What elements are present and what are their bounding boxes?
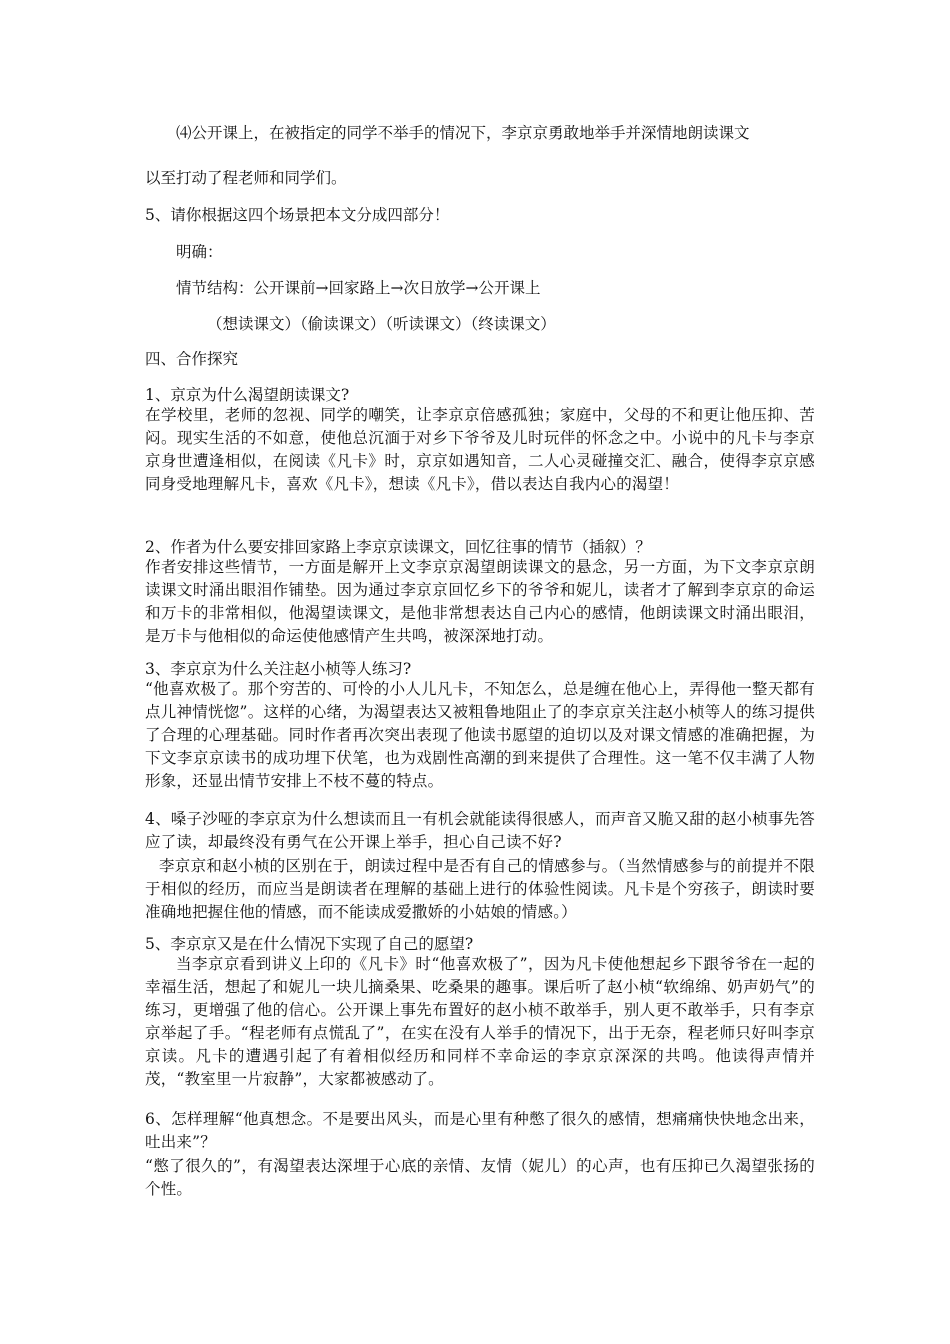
question-4: 4、嗓子沙哑的李京京为什么想读而且一有机会就能读得很感人，而声音又脆又甜的赵小桢事先答应了读，却最终没有勇气在公开课上举手，担心自己读不好? [145,810,815,851]
scene-4-text: ⑷公开课上，在被指定的同学不举手的情况下，李京京勇敢地举手并深情地朗读课文 [176,124,750,142]
answer-5: 当李京京看到讲义上印的《凡卡》时“他喜欢极了”，因为凡卡使他想起乡下跟爷爷在一起的幸福生活，想起了和妮儿一块儿摘桑果、吃桑果的趣事。课后听了赵小桢“软绵绵、奶声奶气”的练习，更增强了他的信心。公开课上事先布置好的赵小桢不敢举手，别人更不敢举手，只有李京京举起了手。“程老师有点慌乱了”，在实在没有人举手的情况下，出于无奈，程老师只好叫李京京读。凡卡的遭遇引起了有着相似经历和同样不幸命运的李京京深深的共鸣。他读得声情并茂，“教室里一片寂静”，大家都被感动了。 [145,955,815,1088]
answer-label: 明确： [176,243,223,261]
question-2: 2、作者为什么要安排回家路上李京京读课文，回忆往事的情节（插叙）？ [145,538,651,556]
scene-4-text-continued: 以至打动了程老师和同学们。 [145,169,347,187]
answer-2: 作者安排这些情节，一方面是解开上文李京京渴望朗读课文的悬念，另一方面，为下文李京京朗读课文时涌出眼泪作铺垫。因为通过李京京回忆乡下的爷爷和妮儿，读者才了解到李京京的命运和万卡的非常相似，他渴望读课文，是他非常想表达自己内心的感情，他朗读课文时涌出眼泪，是万卡与他相似的命运使他感情产生共鸣，被深深地打动。 [145,558,815,645]
question-5: 5、李京京又是在什么情况下实现了自己的愿望? [145,935,474,953]
question-5-heading: 5、请你根据这四个场景把本文分成四部分！ [145,206,450,224]
plot-structure: 情节结构：公开课前→回家路上→次日放学→公开课上 [176,279,541,297]
question-6: 6、怎样理解“他真想念。不是要出风头，而是心里有种憋了很久的感情，想痛痛快快地念出来，吐出来”？ [145,1110,815,1151]
answer-4: 李京京和赵小桢的区别在于，朗读过程中是否有自己的情感参与。（当然情感参与的前提并不限于相似的经历，而应当是朗读者在理解的基础上进行的体验性阅读。凡卡是个穷孩子，朗读时要准确地把握住他的情感，而不能读成爱撒娇的小姑娘的情感。） [145,857,815,921]
question-1: 1、京京为什么渴望朗读课文? [145,386,350,404]
section-heading: 四、合作探究 [145,350,239,368]
plot-structure-notes: （想读课文）（偷读课文）（听读课文）（终读课文） [207,315,556,333]
answer-6: “憋了很久的”，有渴望表达深埋于心底的亲情、友情（妮儿）的心声，也有压抑已久渴望张扬的个性。 [145,1157,815,1198]
answer-3: “他喜欢极了。那个穷苦的、可怜的小人儿凡卡，不知怎么，总是缠在他心上，弄得他一整天都有点儿神情恍惚”。这样的心绪，为渴望表达又被粗鲁地阻止了的李京京关注赵小桢等人的练习提供了合理的心理基础。同时作者再次突出表现了他读书愿望的迫切以及对课文情感的准确把握，为下文李京京读书的成功埋下伏笔，也为戏剧性高潮的到来提供了合理性。这一笔不仅丰满了人物形象，还显出情节安排上不枝不蔓的特点。 [145,680,815,790]
answer-1: 在学校里，老师的忽视、同学的嘲笑，让李京京倍感孤独；家庭中，父母的不和更让他压抑、苦闷。现实生活的不如意，使他总沉湎于对乡下爷爷及儿时玩伴的怀念之中。小说中的凡卡与李京京身世遭逢相似，在阅读《凡卡》时，京京如遇知音，二人心灵碰撞交汇、融合，使得李京京感同身受地理解凡卡，喜欢《凡卡》，想读《凡卡》，借以表达自我内心的渴望！ [145,406,815,493]
question-3: 3、李京京为什么关注赵小桢等人练习? [145,660,412,678]
